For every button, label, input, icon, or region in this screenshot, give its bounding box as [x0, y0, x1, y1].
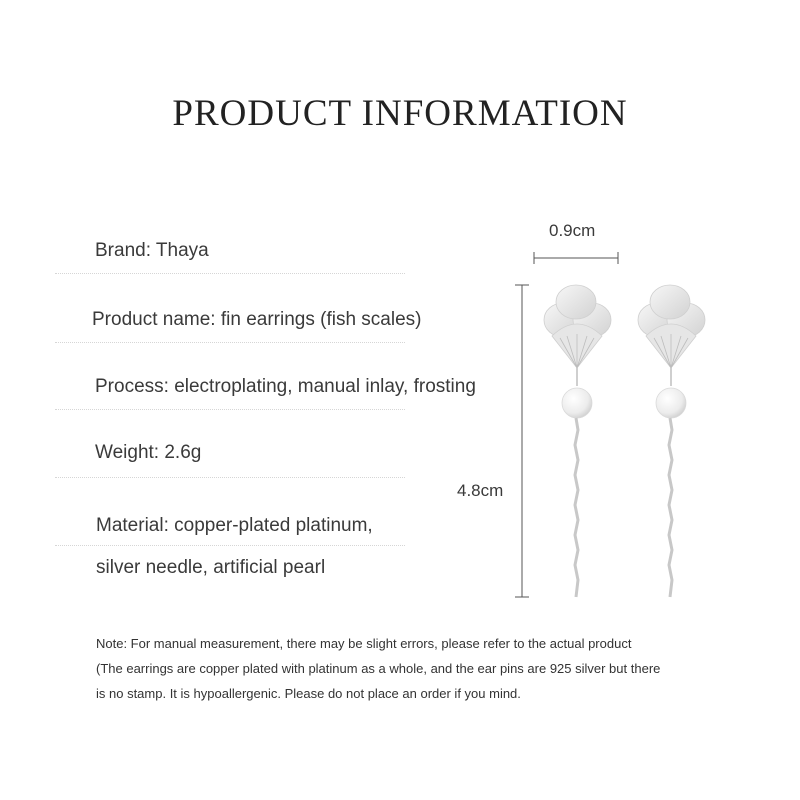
page-title: PRODUCT INFORMATION	[172, 93, 628, 134]
earring-left	[544, 285, 611, 597]
note-line-3: is no stamp. It is hypoallergenic. Please do not place an order if you mind.	[96, 686, 521, 701]
spec-material-line1: Material: copper-plated platinum,	[96, 515, 373, 536]
note-line-2: (The earrings are copper plated with platinum as a whole, and the ear pins are 925 silver but there	[96, 661, 661, 676]
earring-right	[638, 285, 705, 597]
length-dimension-label: 4.8cm	[457, 481, 504, 500]
width-measure-line	[534, 252, 618, 264]
spec-material-line2: silver needle, artificial pearl	[96, 557, 326, 578]
spec-product-name: Product name: fin earrings (fish scales)	[92, 309, 422, 330]
width-dimension-label: 0.9cm	[549, 221, 596, 240]
pearl	[656, 388, 686, 418]
spec-brand: Brand: Thaya	[95, 240, 209, 261]
ear-pin	[575, 418, 578, 597]
fin-petals	[544, 285, 611, 368]
spec-weight: Weight: 2.6g	[95, 442, 202, 463]
note-line-1: Note: For manual measurement, there may be slight errors, please refer to the actual product	[96, 636, 632, 651]
ear-pin	[669, 418, 672, 597]
fin-petals	[638, 285, 705, 368]
pearl	[562, 388, 592, 418]
length-measure-line	[515, 285, 529, 597]
spec-process: Process: electroplating, manual inlay, frosting	[95, 376, 476, 397]
